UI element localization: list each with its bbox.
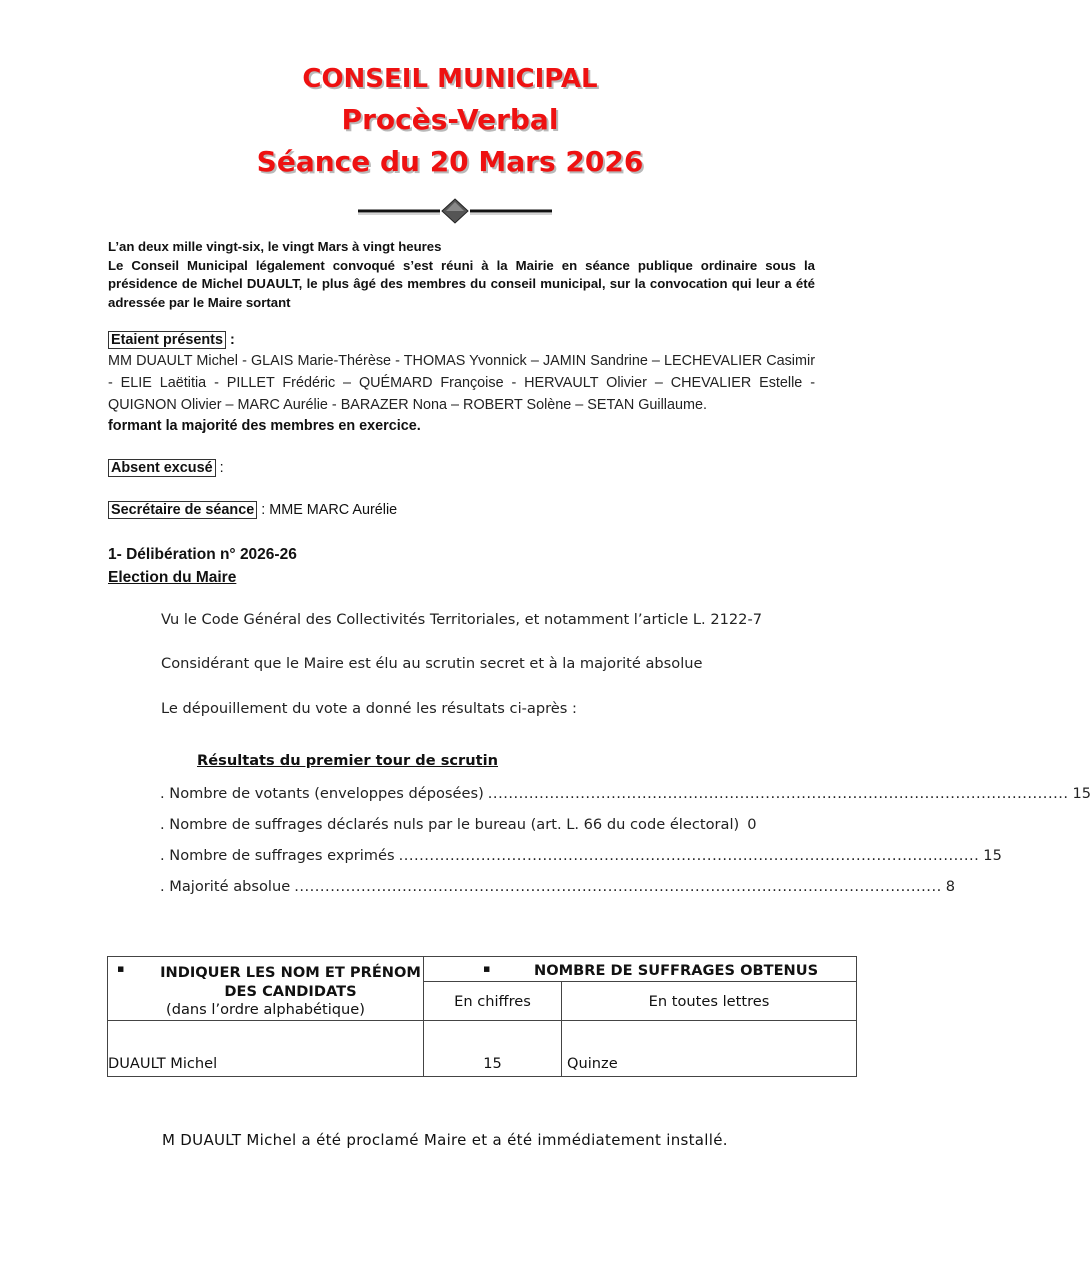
election-rule: Considérant que le Maire est élu au scrutin secret et à la majorité absolue (161, 655, 703, 672)
present-list: MM DUAULT Michel - GLAIS Marie-Thérèse - THOMAS Yvonnick – JAMIN Sandrine – LECHEVALIER Casimir - ELIE Laëtitia - PILLET Frédéric – QUÉMARD Françoise - HERVAULT Olivier – CHEVALIER Estelle - QUIGNON Olivier – MARC Aurélie - BARAZER Nona – ROBERT Solène – SETAN Guillaume. (108, 353, 815, 413)
header-words: En toutes lettres (562, 982, 857, 1021)
secretary-row (108, 499, 815, 521)
present-suffix: : (225, 332, 235, 348)
intro-date: L’an deux mille vingt-six, le vingt Mars à vingt heures (108, 239, 442, 254)
candidate-figures-cell (424, 1021, 562, 1077)
absent-row (108, 457, 815, 479)
majority-note: formant la majorité des membres en exercice. (108, 418, 421, 434)
divider-ornament-icon (358, 198, 552, 224)
result-label: . Majorité absolue (160, 878, 291, 895)
result-row (160, 816, 755, 833)
result-row (160, 878, 956, 895)
header-candidates-sub: (dans l’ordre alphabétique) (166, 1001, 365, 1018)
secretary-value: : MME MARC Aurélie (257, 502, 398, 518)
results-title: Résultats du premier tour de scrutin (197, 752, 499, 769)
candidate-name: DUAULT Michel (108, 1055, 218, 1072)
result-value: 8 (945, 878, 956, 895)
present-heading (108, 329, 815, 351)
header-candidates (108, 957, 424, 1021)
candidate-figures: 15 (483, 1055, 502, 1072)
result-row (160, 847, 1002, 864)
intro-convocation: Le Conseil Municipal légalement convoqué s’est réuni à la Mairie en séance publique ordinaire sous la présidence de Michel DUAULT, le plus âgé des membres du conseil municipal, sur la convocation qui leur a été adressée par le Maire sortant (108, 257, 815, 310)
leader-dots: ................................................................................................................. (398, 847, 980, 864)
leader-dots: .............................................................................................................................. (294, 878, 942, 895)
votes-table (107, 956, 857, 1077)
page-subtitle: Procès-Verbal (341, 103, 559, 136)
deliberation-number: 1- Délibération n° 2026-26 (108, 546, 297, 563)
result-label: . Nombre de suffrages déclarés nuls par le bureau (art. L. 66 du code électoral) (160, 816, 740, 833)
leader-dots: ................................................................................................................. (487, 785, 1069, 802)
proclamation: M DUAULT Michel a été proclamé Maire et a été immédiatement installé. (162, 1131, 728, 1149)
page-title: CONSEIL MUNICIPAL (302, 64, 598, 94)
intro (108, 238, 815, 312)
deliberation-heading (108, 543, 297, 589)
result-value: 15 (1072, 785, 1091, 802)
deliberation-title: Election du Maire (108, 569, 237, 586)
secretary-label: Secrétaire de séance (108, 501, 257, 519)
legal-basis: Vu le Code Général des Collectivités Territoriales, et notamment l’article L. 2122-7 (161, 611, 763, 628)
header (0, 66, 900, 190)
candidate-words-cell (562, 1021, 857, 1077)
result-row (160, 785, 1091, 802)
absent-suffix: : (215, 460, 224, 476)
header-votes-label: NOMBRE DE SUFFRAGES OBTENUS (534, 962, 819, 979)
header-votes (424, 957, 857, 982)
result-label: . Nombre de suffrages exprimés (160, 847, 395, 864)
count-intro: Le dépouillement du vote a donné les résultats ci-après : (161, 700, 577, 717)
session-date: Séance du 20 Mars 2026 (256, 145, 644, 178)
table-row (108, 1021, 857, 1077)
absent-label: Absent excusé (108, 459, 216, 477)
header-figures: En chiffres (424, 982, 562, 1021)
candidate-words: Quinze (567, 1055, 618, 1072)
result-value: 0 (747, 816, 757, 833)
bullet-icon: ▪ (117, 962, 125, 975)
result-value: 15 (983, 847, 1002, 864)
header-candidates-label: INDIQUER LES NOM ET PRÉNOM DES CANDIDATS (160, 964, 421, 1000)
result-label: . Nombre de votants (enveloppes déposées) (160, 785, 484, 802)
bullet-icon: ▪ (483, 962, 491, 975)
present-label: Etaient présents (108, 331, 226, 349)
candidate-name-cell (108, 1021, 424, 1077)
